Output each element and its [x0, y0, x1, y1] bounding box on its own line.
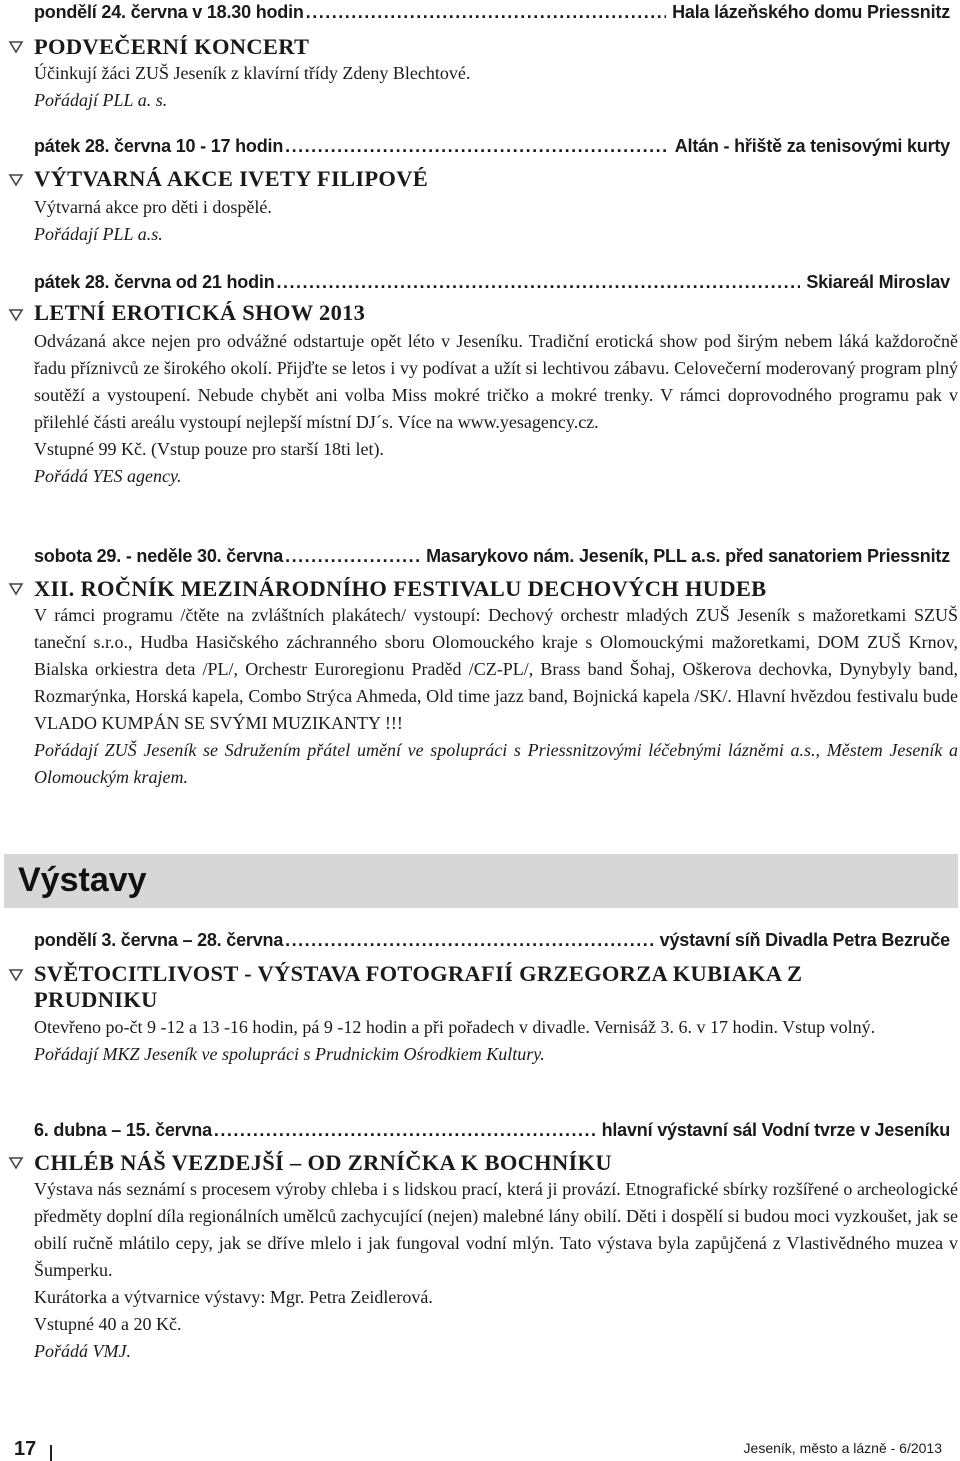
event-header	[34, 272, 950, 294]
page-number: 17	[14, 1438, 37, 1460]
event-date: pondělí 3. června – 28. června	[34, 930, 284, 950]
event-organizer: Pořádají MKZ Jeseník ve spolupráci s Prudnickim Ośrodkiem Kultury.	[34, 1044, 545, 1064]
event-header	[34, 930, 950, 952]
event-title: XII. ROČNÍK MEZINÁRODNÍHO FESTIVALU DECHOVÝCH HUDEB	[34, 576, 767, 601]
event-text: Vstupné 99 Kč. (Vstup pouze pro starší 18ti let).	[34, 439, 384, 459]
event-title: VÝTVARNÁ AKCE IVETY FILIPOVÉ	[34, 166, 429, 191]
event-title: CHLÉB NÁŠ VEZDEJŠÍ – OD ZRNÍČKA K BOCHNÍKU	[34, 1150, 612, 1175]
event-description	[34, 60, 958, 114]
leader-dots	[285, 136, 669, 157]
event-description	[34, 194, 958, 248]
bullet-marker-icon	[8, 1156, 24, 1170]
event-organizer: Pořádá VMJ.	[34, 1341, 131, 1361]
event-place: hlavní výstavní sál Vodní tvrze v Jeseníku	[601, 1120, 950, 1140]
section-title: Výstavy	[18, 861, 147, 899]
event-date: 6. dubna – 15. června	[34, 1120, 212, 1140]
event-place: výstavní síň Divadla Petra Bezruče	[659, 930, 950, 950]
leader-dots	[214, 1120, 596, 1141]
event-header	[34, 1120, 950, 1142]
event-place: Hala lázeňského domu Priessnitz	[672, 2, 950, 22]
event-text: Výtvarná akce pro děti i dospělé.	[34, 197, 272, 217]
event-title: SVĚTOCITLIVOST - VÝSTAVA FOTOGRAFIÍ GRZEGORZA KUBIAKA Z PRUDNIKU	[34, 961, 803, 1012]
bullet-marker-icon	[8, 308, 24, 322]
event-title: PODVEČERNÍ KONCERT	[34, 34, 310, 59]
event-place: Masarykovo nám. Jeseník, PLL a.s. před sanatoriem Priessnitz	[426, 546, 950, 566]
event-organizer: Pořádají ZUŠ Jeseník se Sdružením přátel umění ve spolupráci s Priessnitzovými léčebnými lázněmi a.s., Městem Jeseník a Olomouckým krajem.	[34, 740, 958, 787]
bullet-marker-icon	[8, 40, 24, 54]
page-footer	[0, 1432, 960, 1460]
section-banner	[4, 854, 958, 908]
event-text: Výstava nás seznámí s procesem výroby chleba i s lidskou prací, která ji provází. Etnografické sbírky rozšířené o archeologické předměty doplní díla regionálních umělců zachycující (nejen) malebné lány obilí. Děti i dospělí si budou moci vyzkoušet, jak se obilí ručně mlátilo cepy, jak se dříve mlelo i jak fungoval vodní mlýn. Tato výstava byla zapůjčená z Vlastivědného muzea v Šumperku.	[34, 1179, 958, 1280]
event-text: Vstupné 40 a 20 Kč.	[34, 1314, 182, 1334]
bullet-marker-icon	[8, 968, 24, 982]
event-organizer: Pořádají PLL a. s.	[34, 90, 168, 110]
leader-dots	[285, 930, 654, 951]
event-header	[34, 546, 950, 568]
event-date: sobota 29. - neděle 30. června	[34, 546, 284, 566]
event-description	[34, 328, 958, 490]
event-title: LETNÍ EROTICKÁ SHOW 2013	[34, 300, 366, 325]
publication-name: Jeseník, město a lázně - 6/2013	[743, 1440, 942, 1456]
footer-divider	[50, 1445, 52, 1461]
event-text: Kurátorka a výtvarnice výstavy: Mgr. Petra Zeidlerová.	[34, 1287, 433, 1307]
leader-dots	[285, 546, 420, 567]
event-date: pátek 28. června 10 - 17 hodin	[34, 136, 284, 156]
event-organizer: Pořádají PLL a.s.	[34, 224, 163, 244]
event-place: Skiareál Miroslav	[806, 272, 950, 292]
event-text: Odvázaná akce nejen pro odvážné odstartuje opět léto v Jeseníku. Tradiční erotická show pod širým nebem láká každoročně řadu příznivců ze širokého okolí. Přijďte se letos i vy podívat a užít si lechtivou zábavu. Celovečerní moderovaný program plný soutěží a vystoupení. Nebude chybět ani volba Miss mokré tričko a mokré trenky. V rámci doprovodného programu pak v přilehlé části areálu vystoupí nejlepší místní DJ´s. Více na www.yesagency.cz.	[34, 331, 958, 432]
event-description	[34, 1176, 958, 1365]
event-date: pondělí 24. června v 18.30 hodin	[34, 2, 304, 22]
event-header	[34, 2, 950, 24]
event-date: pátek 28. června od 21 hodin	[34, 272, 275, 292]
event-description	[34, 602, 958, 791]
leader-dots	[306, 2, 666, 23]
bullet-marker-icon	[8, 582, 24, 596]
event-organizer: Pořádá YES agency.	[34, 466, 182, 486]
bullet-marker-icon	[8, 173, 24, 187]
event-text: V rámci programu /čtěte na zvláštních plakátech/ vystoupí: Dechový orchestr mladých ZUŠ Jeseník s mažoretkami SZUŠ taneční s.r.o., Hudba Hasičského záchranného sboru Olomouckého kraje s Olomouckými mažoretkami, DOM ZUŠ Krnov, Bialska orkiestra deta /PL/, Orchestr Euroregionu Praděd /CZ-PL/, Brass band Šohaj, Oškerova dechovka, Dynybyly band, Rozmarýnka, Horská kapela, Combo Strýca Ahmeda, Old time jazz band, Bojnická kapela /SK/. Hlavní hvězdou festivalu bude VLADO KUMPÁN SE SVÝMI MUZIKANTY !!!	[34, 605, 958, 733]
event-text: Účinkují žáci ZUŠ Jeseník z klavírní třídy Zdeny Blechtové.	[34, 63, 471, 83]
event-description	[34, 1014, 958, 1068]
event-place: Altán - hřiště za tenisovými kurty	[674, 136, 950, 156]
leader-dots	[277, 272, 801, 293]
event-text: Otevřeno po-čt 9 -12 a 13 -16 hodin, pá 9 -12 hodin a při pořadech v divadle. Vernisáž 3. 6. v 17 hodin. Vstup volný.	[34, 1017, 876, 1037]
event-header	[34, 136, 950, 158]
